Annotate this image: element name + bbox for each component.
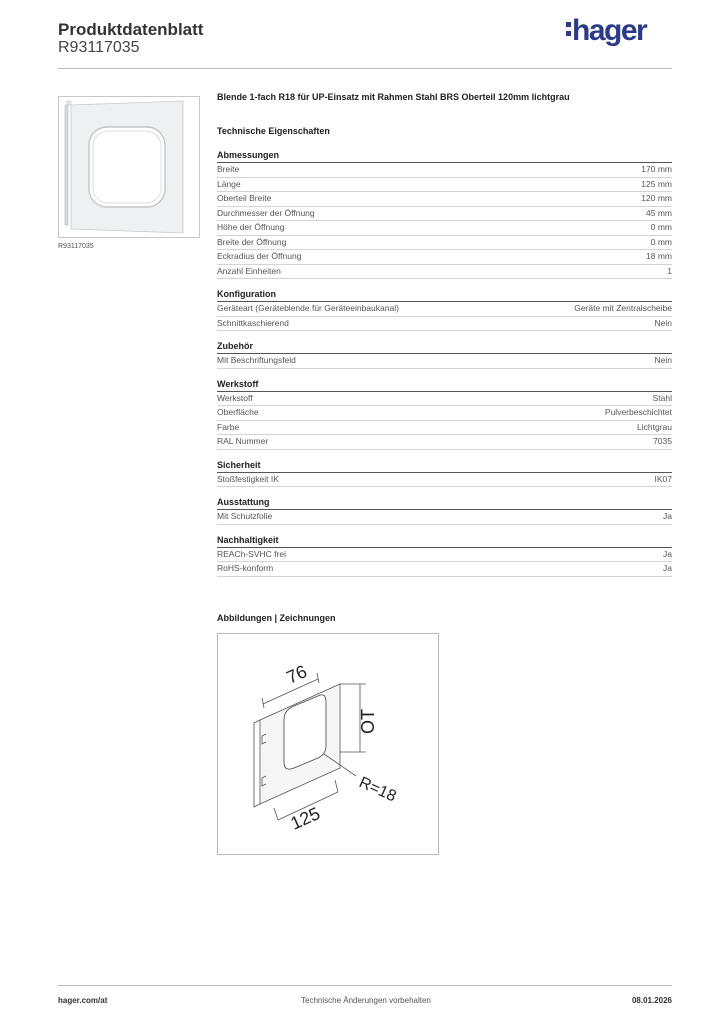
spec-label: Mit Beschriftungsfeld	[217, 355, 296, 365]
spec-section	[217, 379, 672, 450]
spec-value: Nein	[654, 355, 672, 365]
spec-row	[217, 435, 672, 450]
spec-value: Stahl	[652, 392, 672, 403]
spec-value: 45 mm	[646, 207, 672, 218]
spec-value: 120 mm	[641, 193, 672, 203]
section-title: Sicherheit	[217, 460, 672, 473]
spec-label: Geräteart (Geräteblende für Geräteeinbaukanal)	[217, 303, 399, 313]
product-plate-icon	[59, 97, 199, 237]
section-title: Nachhaltigkeit	[217, 535, 672, 548]
spec-label: RAL Nummer	[217, 436, 269, 446]
spec-row	[217, 250, 672, 265]
spec-row	[217, 317, 672, 332]
spec-value: Geräte mit Zentralscheibe	[574, 303, 672, 313]
spec-row	[217, 548, 672, 563]
section-title: Abmessungen	[217, 150, 672, 163]
spec-value: Pulverbeschichtet	[604, 407, 672, 417]
spec-value: 0 mm	[650, 236, 672, 247]
spec-label: Werkstoff	[217, 392, 253, 403]
spec-sections	[217, 150, 672, 577]
spec-value: Ja	[663, 511, 672, 521]
spec-label: Mit Schutzfolie	[217, 511, 273, 521]
dim-radius-label: R=18	[356, 774, 399, 806]
spec-section	[217, 535, 672, 577]
spec-label: Schnittkaschierend	[217, 317, 289, 328]
header-divider	[58, 68, 672, 69]
spec-value: 7035	[653, 436, 672, 446]
footer-website: hager.com/at	[58, 996, 108, 1005]
tech-properties-heading: Technische Eigenschaften	[217, 126, 330, 136]
spec-label: Oberfläche	[217, 407, 259, 417]
spec-value: 125 mm	[641, 178, 672, 189]
section-title: Werkstoff	[217, 379, 672, 392]
spec-label: Farbe	[217, 421, 240, 432]
spec-label: Oberteil Breite	[217, 193, 272, 203]
product-code: R93117035	[58, 39, 140, 56]
spec-value: IK07	[654, 473, 672, 484]
spec-value: 0 mm	[650, 222, 672, 232]
spec-label: RoHS-konform	[217, 563, 274, 573]
spec-section	[217, 460, 672, 488]
product-description: Blende 1-fach R18 für UP-Einsatz mit Rahmen Stahl BRS Oberteil 120mm lichtgrau	[217, 92, 570, 102]
spec-row	[217, 421, 672, 436]
dim-bottom-label: 125	[287, 803, 324, 834]
spec-label: Stoßfestigkeit IK	[217, 473, 279, 484]
spec-value: Lichtgrau	[637, 421, 672, 432]
footer-disclaimer: Technische Änderungen vorbehalten	[301, 996, 431, 1005]
spec-row	[217, 221, 672, 236]
dim-side-label: OT	[358, 709, 378, 734]
spec-row	[217, 473, 672, 488]
spec-value: Nein	[654, 317, 672, 328]
spec-label: Breite	[217, 164, 240, 174]
dimension-drawing-icon	[218, 634, 438, 854]
spec-row	[217, 163, 672, 178]
spec-row	[217, 265, 672, 280]
dim-top-label: 76	[283, 661, 310, 688]
product-image	[58, 96, 200, 238]
footer-date: 08.01.2026	[631, 996, 672, 1005]
spec-section	[217, 289, 672, 331]
technical-drawing	[217, 633, 439, 855]
figures-heading: Abbildungen | Zeichnungen	[217, 613, 336, 623]
spec-row	[217, 562, 672, 577]
spec-sheet	[217, 92, 672, 587]
spec-label: Durchmesser der Öffnung	[217, 207, 315, 218]
spec-value: Ja	[663, 563, 672, 573]
image-caption: R93117035	[58, 243, 94, 250]
hager-logo	[566, 14, 646, 48]
spec-row	[217, 406, 672, 421]
spec-row	[217, 178, 672, 193]
spec-section	[217, 150, 672, 279]
spec-row	[217, 354, 672, 369]
spec-label: Höhe der Öffnung	[217, 222, 285, 232]
logo-text: hager	[572, 14, 647, 47]
spec-label: Eckradius der Öffnung	[217, 251, 302, 261]
spec-section	[217, 497, 672, 525]
page-title: Produktdatenblatt	[58, 20, 204, 39]
spec-row	[217, 207, 672, 222]
spec-label: Breite der Öffnung	[217, 236, 287, 247]
spec-row	[217, 192, 672, 207]
spec-value: 170 mm	[641, 164, 672, 174]
footer-divider	[58, 985, 672, 986]
spec-label: Länge	[217, 178, 241, 189]
section-title: Konfiguration	[217, 289, 672, 302]
spec-value: Ja	[663, 548, 672, 559]
spec-label: Anzahl Einheiten	[217, 265, 281, 276]
spec-value: 18 mm	[646, 251, 672, 261]
spec-row	[217, 392, 672, 407]
section-title: Ausstattung	[217, 497, 672, 510]
spec-row	[217, 236, 672, 251]
spec-section	[217, 341, 672, 369]
spec-value: 1	[667, 265, 672, 276]
spec-row	[217, 510, 672, 525]
section-title: Zubehör	[217, 341, 672, 354]
spec-row	[217, 302, 672, 317]
spec-label: REACh-SVHC frei	[217, 548, 286, 559]
